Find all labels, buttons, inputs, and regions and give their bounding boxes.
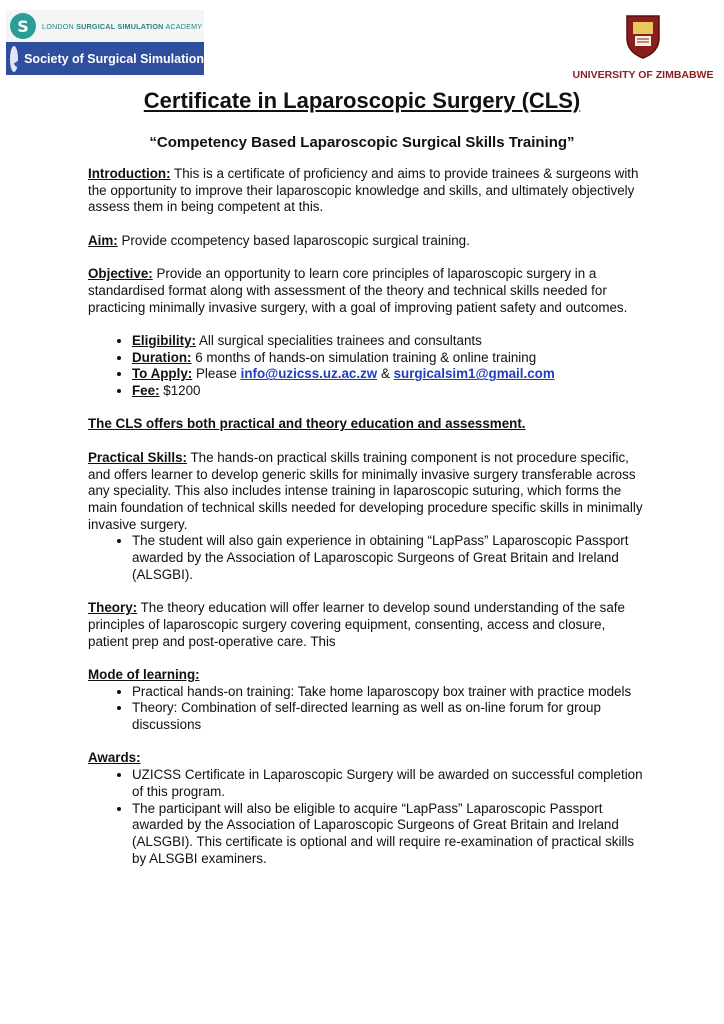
aim-paragraph [88, 233, 648, 250]
objective-text: Provide an opportunity to learn core principles of laparoscopic surgery in a standardised format along with assessment of the theory and technical skills needed for practicing minimally invasive surgery, with a goal of improving patient safety and outcomes. [88, 266, 628, 315]
list-item [132, 366, 648, 383]
sss-logo [6, 42, 204, 75]
list-item: • The participant will also be eligible to acquire “LapPass” Laparoscopic Passport awarded by the Association of Laparoscopic Surgeons of Great Britain and Ireland (ALSGBI). This certificate is optional and will require re-examination of practical skills by ALSGBI examiners. [132, 801, 648, 868]
page-subtitle: “Competency Based Laparoscopic Surgical Skills Training” [149, 134, 575, 151]
intro-label: Introduction: [88, 166, 171, 181]
page-title: Certificate in Laparoscopic Surgery (CLS) [143, 88, 581, 113]
lssa-logo [6, 10, 204, 42]
lssa-logo-text: LONDON SURGICAL SIMULATION ACADEMY [42, 21, 203, 31]
eligibility-label: Eligibility: [132, 332, 196, 348]
list-item: • The student will also gain experience in obtaining “LapPass” Laparoscopic Passport awarded by the Association of Laparoscopic Surgeons of Great Britain and Ireland (ALSGBI). [132, 533, 648, 583]
intro-paragraph [88, 166, 648, 216]
header-logos-left [6, 10, 204, 75]
document-body [88, 166, 648, 867]
list-item: • Theory: Combination of self-directed learning as well as on-line forum for group discussions [132, 700, 648, 733]
awards-list [88, 767, 648, 867]
fee-text: $1200 [159, 383, 201, 399]
practical-text: The hands-on practical skills training component is not procedure specific, and offers learner to develop generic skills for minimally invasive surgery transferable across any speciality. This also includes intense training in laparoscopic suturing, which forms the main foundation of technical skills needed for developing procedure specific skills in minimally invasive surgery. [88, 449, 643, 532]
duration-label: Duration: [132, 349, 192, 365]
aim-text: Provide ccompetency based laparoscopic surgical training. [117, 232, 470, 248]
university-crest-icon [623, 12, 663, 60]
duration-text: 6 months of hands-on simulation training & online training [191, 349, 537, 365]
practical-list [88, 533, 648, 583]
awards-heading: Awards: [88, 750, 141, 766]
list-item: • Practical hands-on training: Take home laparoscopy box trainer with practice models [132, 684, 648, 701]
lssa-emblem-icon: S [10, 13, 36, 39]
theory-paragraph [88, 600, 648, 650]
theory-text: The theory education will offer learner to develop sound understanding of the safe principles of laparoscopic surgery covering equipment, consenting, access and closure, patient prep and post-operative care. This [88, 600, 625, 649]
list-item: • UZICSS Certificate in Laparoscopic Surgery will be awarded on successful completion of this program. [132, 767, 648, 800]
list-item [132, 333, 648, 350]
cls-offers-heading: The CLS offers both practical and theory education and assessment. [88, 416, 526, 432]
sss-emblem-icon [10, 46, 18, 72]
theory-label: Theory: [88, 600, 138, 616]
amp-text: & [377, 366, 394, 382]
email-link-uzicss[interactable]: info@uzicss.uz.ac.zw [240, 366, 378, 382]
fee-label: Fee: [132, 383, 160, 399]
apply-text: Please [192, 366, 241, 382]
sss-logo-text: Society of Surgical Simulation [24, 51, 204, 66]
objective-paragraph [88, 266, 648, 316]
aim-label: Aim: [88, 232, 118, 248]
mode-list [88, 684, 648, 734]
details-list [88, 333, 648, 400]
list-item [132, 383, 648, 400]
email-link-surgicalsim[interactable]: surgicalsim1@gmail.com [393, 366, 555, 382]
practical-paragraph [88, 450, 648, 534]
intro-text: This is a certificate of proficiency and aims to provide trainees & surgeons with the opportunity to improve their laparoscopic knowledge and skills, and ultimately objectively assess them in being competent at this. [88, 166, 639, 215]
university-logo [568, 12, 718, 81]
practical-label: Practical Skills: [88, 449, 187, 465]
mode-heading: Mode of learning: [88, 666, 200, 682]
list-item [132, 350, 648, 367]
university-name: UNIVERSITY OF ZIMBABWE [572, 69, 714, 81]
apply-label: To Apply: [132, 366, 193, 382]
eligibility-text: All surgical specialities trainees and consultants [195, 332, 482, 348]
objective-label: Objective: [88, 266, 153, 282]
